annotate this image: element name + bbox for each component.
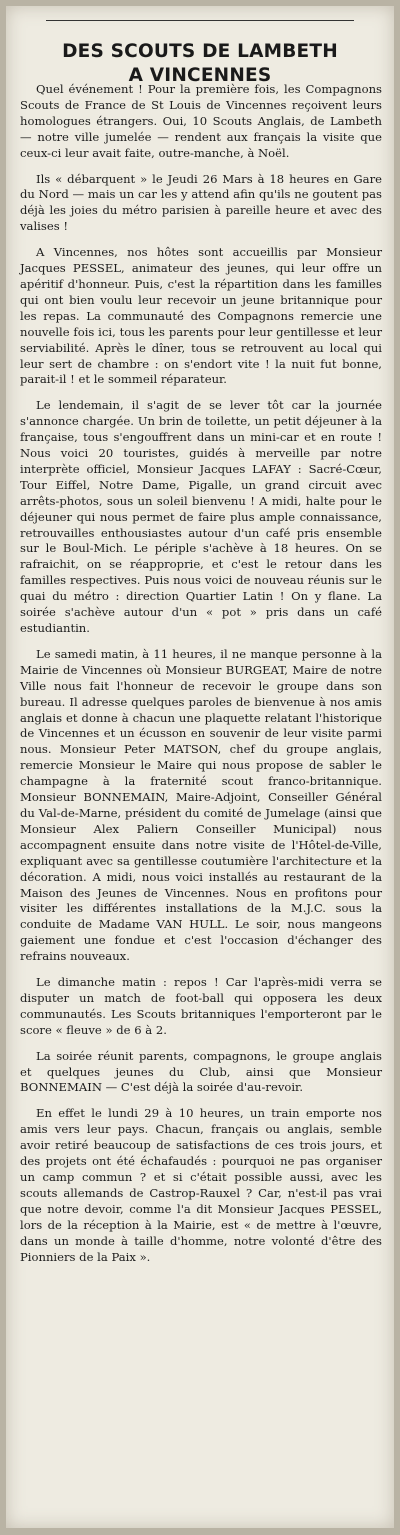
paragraph-5: Le samedi matin, à 11 heures, il ne manque personne à la Mairie de Vincennes où Monsieur BURGEAT, Maire de notre Ville nous fait l'honneur de recevoir le groupe dans son bureau. Il adresse quelques paroles de bienvenue à nos amis anglais et donne à chacun une plaquette relatant l'historique de Vincennes et un écusson en souvenir de leur visite parmi nous. Monsieur Peter MATSON, chef du groupe anglais, remercie Monsieur le Maire qui nous propose de sabler le champagne à la fraternité scout franco-britannique. Monsieur BONNEMAIN, Maire-Adjoint, Conseiller Général du Val-de-Marne, président du comité de Jumelage (ainsi que Monsieur Alex Paliern Conseiller Municipal) nous accompagnent ensuite dans notre visite de l'Hôtel-de-Ville, expliquant avec sa gentillesse coutumière l'architecture et la décoration. A midi, nous voici installés au restaurant de la Maison des Jeunes de Vincennes. Nous en profitons pour visiter les différentes installations de la M.J.C. sous la conduite de Madame VAN HULL. Le soir, nous mangeons gaiement une fondue et c'est l'occasion d'échanger des refrains nouveaux. xyxy=(20,646,382,964)
newspaper-clipping xyxy=(6,6,394,1528)
paragraph-8: En effet le lundi 29 à 10 heures, un train emporte nos amis vers leur pays. Chacun, français ou anglais, semble avoir retiré beaucoup de satisfactions de ces trois jours, et des projets ont été échafaudés : pourquoi ne pas organiser un camp commun ? et si c'était possible aussi, avec les scouts allemands de Castrop-Rauxel ? Car, n'est-il pas vrai que notre devoir, comme l'a dit Monsieur Jacques PESSEL, lors de la réception à la Mairie, est « de mettre à l'œuvre, dans un monde à taille d'homme, notre volonté d'être des Pionniers de la Paix ». xyxy=(20,1106,382,1264)
paragraph-1: Quel événement ! Pour la première fois, les Compagnons Scouts de France de St Louis de Vincennes reçoivent leurs homologues étrangers. Oui, 10 Scouts Anglais, de Lambeth — notre ville jumelée — rendent aux français la visite que ceux-ci leur avait faite, outre-manche, à Noël. xyxy=(20,82,382,160)
title-line-1: DES SCOUTS DE LAMBETH xyxy=(62,41,338,63)
paragraph-3: A Vincennes, nos hôtes sont accueillis par Monsieur Jacques PESSEL, animateur des jeunes, qui leur offre un apéritif d'honneur. Puis, c'est la répartition dans les familles qui ont bien voulu leur recevoir un jeune britannique pour les repas. La communauté des Compagnons remercie une nouvelle fois ici, tous les parents pour leur gentillesse et leur serviabilité. Après le dîner, tous se retrouvent au local qui leur sert de chambre : on s'endort vite ! la nuit fut bonne, parait-il ! et le sommeil réparateur. xyxy=(20,245,382,387)
paragraph-6: Le dimanche matin : repos ! Car l'après-midi verra se disputer un match de foot-ball qui opposera les deux communautés. Les Scouts britanniques l'emporteront par le score « fleuve » de 6 à 2. xyxy=(20,975,382,1037)
paragraph-4: Le lendemain, il s'agit de se lever tôt car la journée s'annonce chargée. Un brin de toilette, un petit déjeuner à la française, tous s'engouffrent dans un mini-car et en route ! Nous voici 20 touristes, guidés à merveille par notre interprète officiel, Monsieur Jacques LAFAY : Sacré-Cœur, Tour Eiffel, Notre Dame, Pigalle, un grand circuit avec arrêts-photos, sous un soleil bienvenu ! A midi, halte pour le déjeuner qui nous permet de faire plus ample connaissance, retrouvailles enthousiastes autour d'un café pris ensemble sur le Boul-Mich. Le périple s'achève à 18 heures. On se rafraichit, on se réapproprie, et c'est le retour dans les familles respectives. Puis nous voici de nouveau réunis sur le quai du métro : direction Quartier Latin ! On y flane. La soirée s'achève autour d'un « pot » pris dans un café estudiantin. xyxy=(20,398,382,635)
paragraph-7: La soirée réunit parents, compagnons, le groupe anglais et quelques jeunes du Club, ainsi que Monsieur BONNEMAIN — C'est déjà la soirée d'au-revoir. xyxy=(20,1048,382,1095)
top-rule xyxy=(46,20,354,21)
article-body xyxy=(20,82,382,1275)
paragraph-2: Ils « débarquent » le Jeudi 26 Mars à 18 heures en Gare du Nord — mais un car les y attend afin qu'ils ne goutent pas déjà les joies du métro parisien à pareille heure et avec des valises ! xyxy=(20,171,382,234)
title-line-2: A VINCENNES xyxy=(128,65,272,87)
